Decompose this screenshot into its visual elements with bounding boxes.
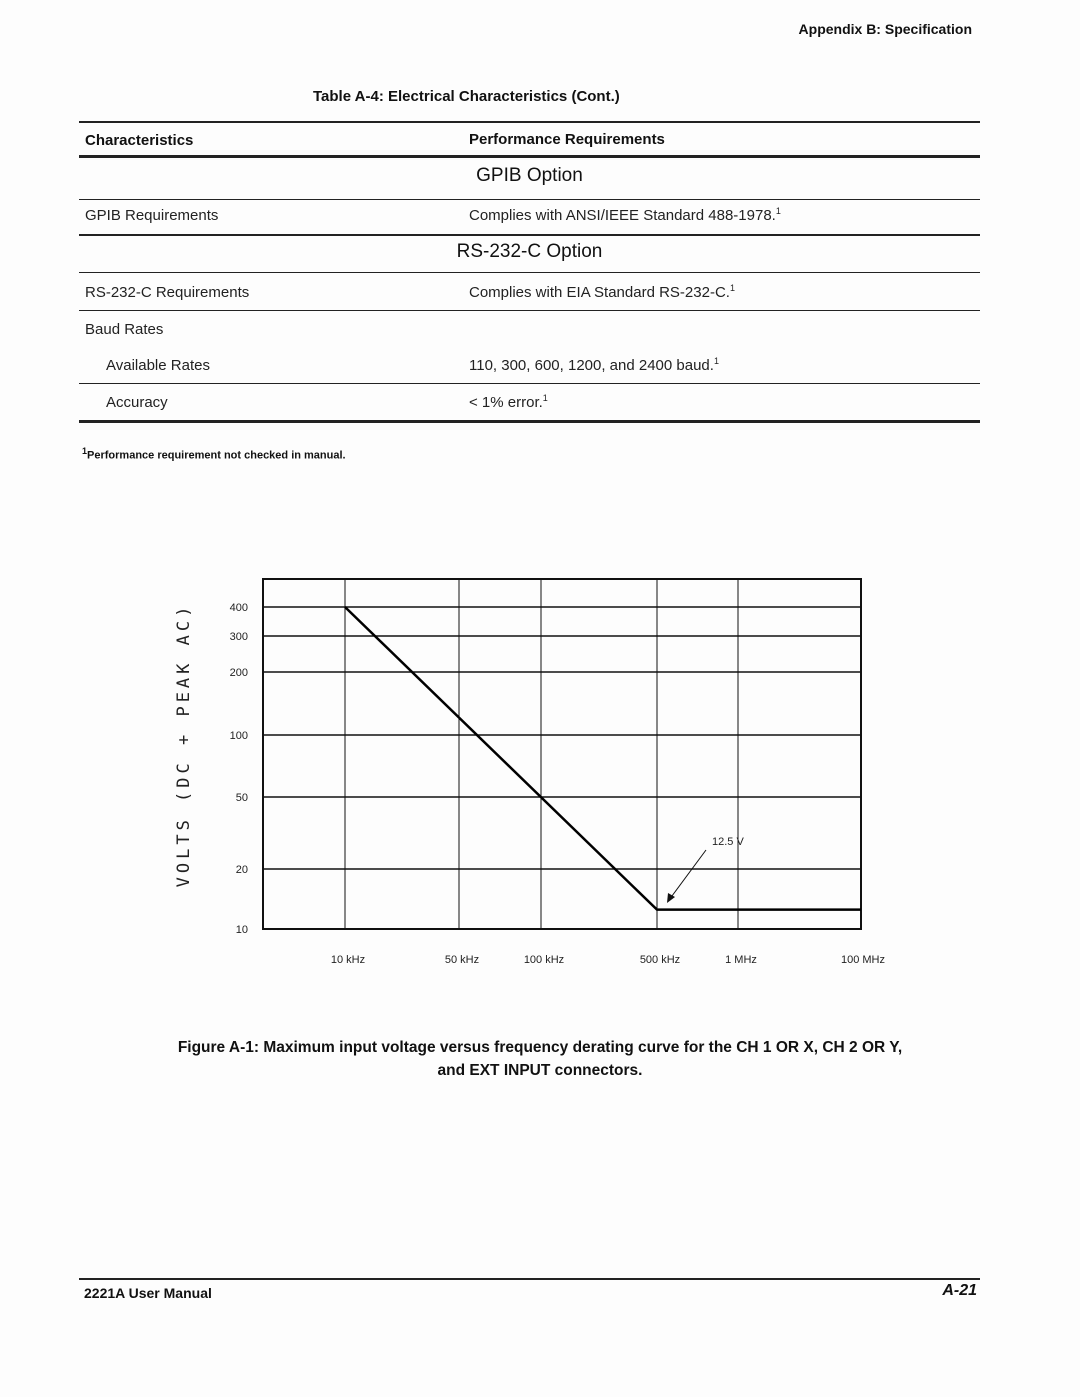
arrowhead-icon	[667, 893, 675, 903]
row-characteristic: RS-232-C Requirements	[85, 284, 250, 301]
y-tick-label: 200	[229, 667, 248, 679]
row-requirement: Complies with ANSI/IEEE Standard 488-1978.$^1$	[469, 206, 781, 224]
derating-curve	[345, 607, 861, 910]
row-characteristic: Accuracy	[106, 394, 168, 411]
row-characteristic: Baud Rates	[85, 321, 164, 338]
x-tick-label: 1 MHz	[725, 954, 757, 966]
x-tick-label: 10 kHz	[330, 954, 366, 966]
row-requirement: Complies with EIA Standard RS-232-C.$^1$	[469, 283, 735, 301]
figure-caption-line2: and EXT INPUT connectors.	[437, 1062, 643, 1079]
row-characteristic: GPIB Requirements	[85, 207, 219, 224]
row-requirement: 110, 300, 600, 1200, and 2400 baud.$^1$	[469, 356, 719, 374]
figure-caption-line1: Figure A-1: Maximum input voltage versus frequency derating curve for the CH 1 OR X, CH 2 OR Y,	[177, 1039, 903, 1056]
table-title: Table A-4: Electrical Characteristics (Cont.)	[313, 88, 620, 105]
x-tick-label: 50 kHz	[444, 954, 480, 966]
x-tick-label: 500 kHz	[639, 954, 681, 966]
footnote: $^1$Performance requirement not checked in manual.	[82, 446, 346, 462]
y-tick-label: 300	[229, 631, 248, 643]
row-requirement: < 1% error.$^1$	[469, 393, 548, 411]
plot-frame	[263, 579, 861, 929]
col-header-characteristics: Characteristics	[85, 132, 194, 149]
section-title-gpib: GPIB Option	[476, 165, 583, 186]
divider	[79, 1278, 980, 1280]
y-tick-label: 50	[235, 792, 248, 804]
y-tick-label: 400	[229, 602, 248, 614]
running-header: Appendix B: Specification	[798, 21, 972, 37]
y-tick-label: 100	[229, 730, 248, 742]
col-header-requirements: Performance Requirements	[469, 131, 665, 148]
x-tick-label: 100 MHz	[840, 954, 886, 966]
section-title-rs232: RS-232-C Option	[456, 241, 603, 262]
annotation-12-5v: 12.5 V	[712, 836, 744, 848]
footer-manual: 2221A User Manual	[84, 1285, 212, 1301]
y-tick-label: 10	[235, 924, 248, 936]
row-characteristic: Available Rates	[106, 357, 210, 374]
annotation-arrow	[669, 850, 706, 900]
page-number: A-21	[942, 1282, 977, 1299]
y-axis-label: VOLTS (DC + PEAK AC)	[174, 602, 194, 888]
x-tick-label: 100 kHz	[523, 954, 565, 966]
y-tick-label: 20	[235, 864, 248, 876]
